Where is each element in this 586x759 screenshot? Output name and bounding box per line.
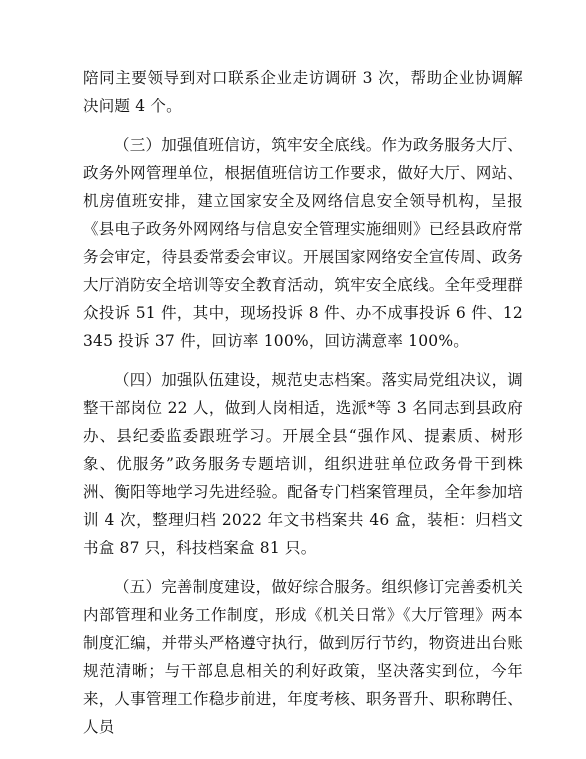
paragraph-4: （五）完善制度建设，做好综合服务。组织修订完善委机关内部管理和业务工作制度，形成《机关日常》《大厅管理》两本制度汇编，并带头严格遵守执行，做到厉行节约，物资进出台账规范清晰；与干部息息相关的利好政策，坚决落实到位，今年来，人事管理工作稳步前进，年度考核、职务晋升、职称聘任、人员	[83, 578, 523, 736]
paragraph-2: （三）加强值班信访，筑牢安全底线。作为政务服务大厅、政务外网管理单位，根据值班信访工作要求，做好大厅、网站、机房值班安排，建立国家安全及网络信息安全领导机构，呈报《县电子政务外网网络与信息安全管理实施细则》已经县政府常务会审定，待县委常委会审议。开展国家网络安全宣传周、政务大厅消防安全培训等安全教育活动，筑牢安全底线。全年受理群众投诉 51 件，其中，现场投诉 8 件、办不成事投诉 6 件、12345 投诉 37 件，回访率 100%，回访满意率 100%。	[83, 136, 523, 350]
paragraph-1: 陪同主要领导到对口联系企业走访调研 3 次，帮助企业协调解决问题 4 个。	[83, 69, 523, 115]
paragraph-3: （四）加强队伍建设，规范史志档案。落实局党组决议，调整干部岗位 22 人，做到人岗相适，选派*等 3 名同志到县政府办、县纪委监委跟班学习。开展全县“强作风、提素质、树形象、优服务”政务服务专题培训，组织进驻单位政务骨干到株洲、衡阳等地学习先进经验。配备专门档案管理员，全年参加培训 4 次，整理归档 2022 年文书档案共 46 盒，装柜：归档文书盒 87 只，科技档案盒 81 只。	[83, 371, 523, 557]
document-body	[83, 64, 523, 741]
